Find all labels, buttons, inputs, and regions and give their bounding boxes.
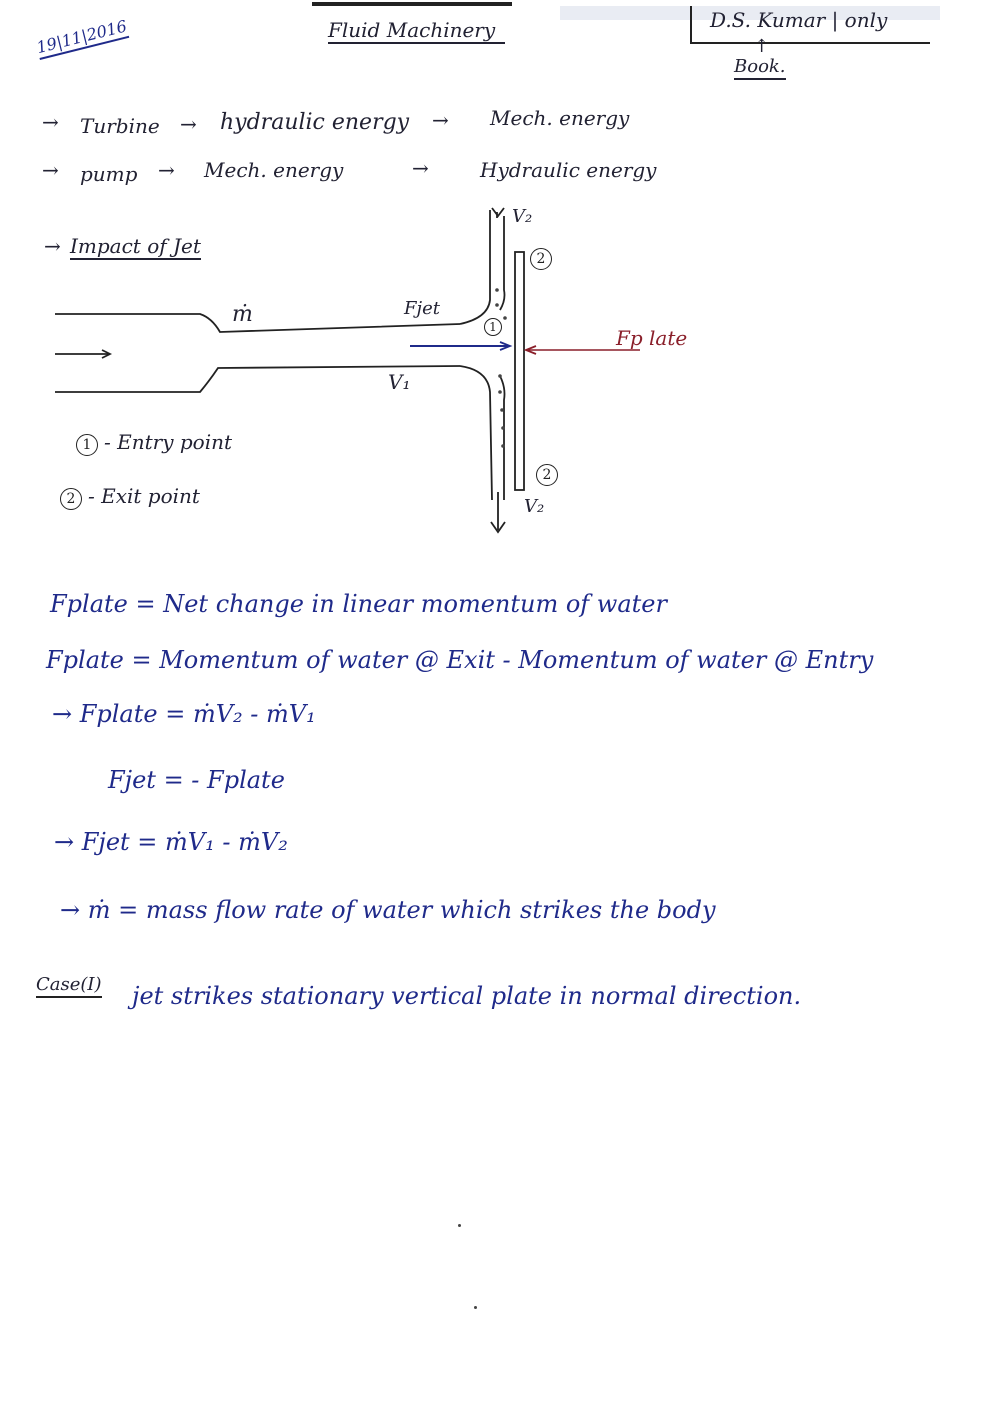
right-arrow-icon: →: [180, 112, 197, 136]
page-title: Fluid Machinery: [328, 20, 505, 44]
jet-force-label: Fjet: [404, 298, 440, 319]
stream-dots: [495, 288, 507, 448]
mass-flow-label: ṁ: [232, 302, 253, 327]
equation-line-3: → Fplate = ṁV₂ - ṁV₁: [52, 700, 316, 728]
right-arrow-icon: →: [44, 234, 61, 258]
definition-to: Hydraulic energy: [480, 158, 657, 182]
right-arrow-icon: →: [42, 110, 59, 134]
right-arrow-icon: →: [412, 156, 429, 180]
stationary-plate: [515, 252, 524, 490]
definition-term: pump: [80, 162, 138, 186]
nozzle-upper-wall: [55, 314, 460, 332]
inlet-velocity-label: V₁: [388, 370, 411, 394]
date: 19|11|2016: [35, 18, 129, 60]
entry-marker: 1: [484, 318, 508, 336]
case-label: Case(I): [36, 976, 102, 998]
equation-line-2: Fplate = Momentum of water @ Exit - Momentum of water @ Entry: [46, 646, 874, 674]
jet-lower-stream: [460, 366, 492, 500]
equation-line-1: Fplate = Net change in linear momentum of water: [50, 590, 667, 618]
exit-marker-top: 2: [530, 248, 558, 270]
definition-term: Turbine: [80, 114, 160, 138]
right-arrow-icon: →: [158, 158, 175, 182]
legend-exit-point: 2 - Exit point: [60, 486, 200, 510]
book-label: Book.: [734, 58, 786, 80]
up-arrow-icon: ↑: [754, 36, 770, 57]
book-author: D.S. Kumar | only: [710, 8, 888, 32]
scan-speck: [474, 1306, 477, 1309]
definition-from: Mech. energy: [204, 158, 344, 182]
up-arrow-icon: [492, 208, 504, 216]
case-description: jet strikes stationary vertical plate in normal direction.: [132, 982, 802, 1010]
outlet-velocity-top-label: V₂: [512, 206, 533, 227]
scan-speck: [458, 1224, 461, 1227]
section-title: Impact of Jet: [70, 234, 201, 258]
right-arrow-icon: →: [42, 158, 59, 182]
equation-line-6: → ṁ = mass flow rate of water which strikes the body: [60, 896, 716, 924]
right-arrow-icon: →: [432, 108, 449, 132]
outlet-velocity-bottom-label: V₂: [524, 496, 545, 517]
definition-from: hydraulic energy: [220, 110, 410, 135]
jet-upper-stream: [460, 210, 490, 324]
equation-line-4: Fjet = - Fplate: [108, 766, 285, 794]
equation-line-5: → Fjet = ṁV₁ - ṁV₂: [54, 828, 288, 856]
legend-entry-point: 1 - Entry point: [76, 432, 232, 456]
jet-impact-diagram: [0, 0, 1001, 560]
definition-to: Mech. energy: [490, 106, 630, 130]
exit-marker-bottom: 2: [536, 464, 564, 486]
plate-force-label: Fp late: [616, 326, 688, 350]
